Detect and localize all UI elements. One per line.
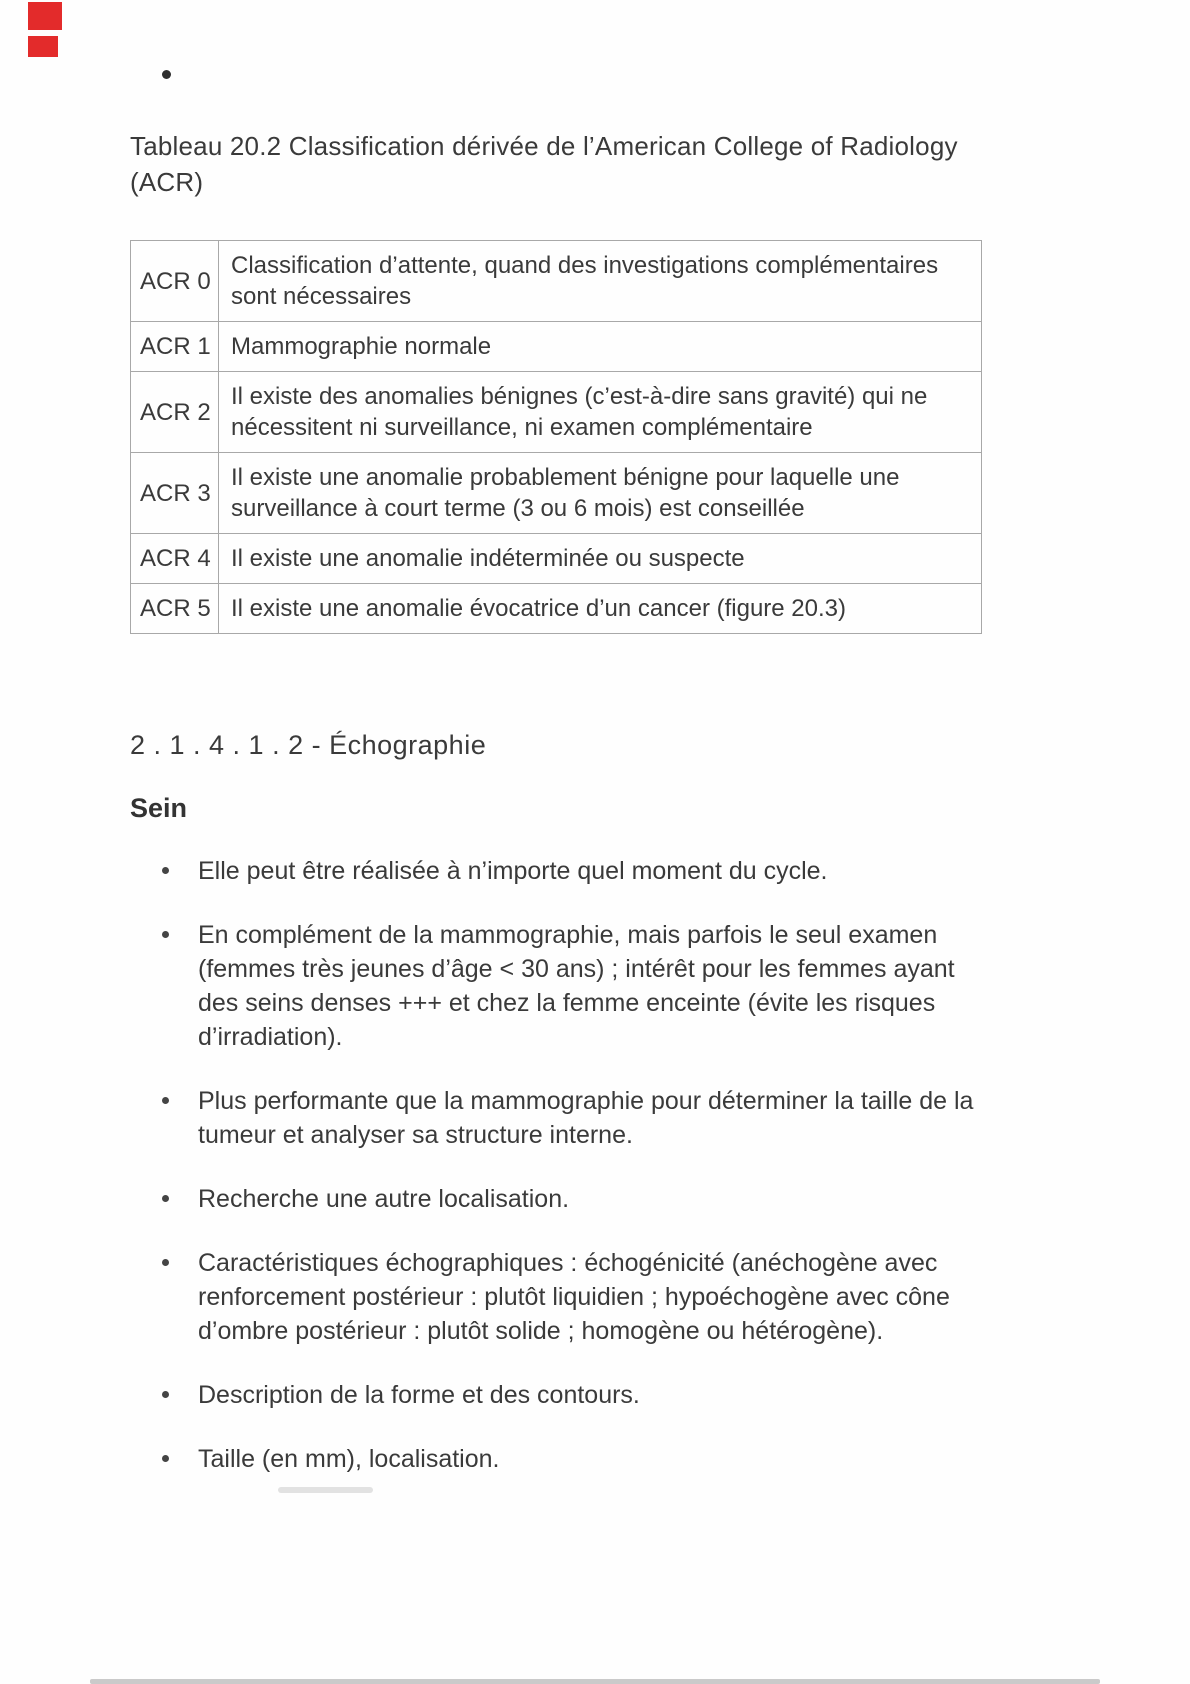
bullet-item — [162, 1442, 982, 1476]
acr-table-row — [131, 372, 982, 453]
scan-red-mark — [28, 2, 62, 30]
acr-description-cell: Il existe une anomalie évocatrice d’un cancer (figure 20.3) — [219, 584, 982, 634]
acr-code-cell: ACR 1 — [131, 322, 219, 372]
bullet-list — [162, 854, 982, 1476]
bullet-text: En complément de la mammographie, mais parfois le seul examen (femmes très jeunes d’âge < 30 ans) ; intérêt pour les femmes ayant des seins denses +++ et chez la femme enceinte (évite les risques d’irradiation). — [198, 921, 955, 1051]
acr-table-row — [131, 534, 982, 584]
bullet-text: Elle peut être réalisée à n’importe quel moment du cycle. — [198, 857, 828, 885]
bullet-item — [162, 1246, 982, 1348]
acr-code-cell: ACR 5 — [131, 584, 219, 634]
subheading-sein: Sein — [130, 793, 188, 823]
table-caption-line2: (ACR) — [130, 167, 204, 197]
acr-table-row — [131, 241, 982, 322]
acr-code-cell: ACR 4 — [131, 534, 219, 584]
bullet-item — [162, 854, 982, 888]
bullet-text: Description de la forme et des contours. — [198, 1381, 640, 1409]
bullet-text: Plus performante que la mammographie pour déterminer la taille de la tumeur et analyser sa structure interne. — [198, 1087, 974, 1149]
bullet-item — [162, 1084, 982, 1152]
stray-bullet-dot — [162, 70, 171, 79]
acr-table-row — [131, 584, 982, 634]
bullet-dot-icon — [162, 1391, 169, 1398]
page-content — [130, 128, 982, 1506]
bullet-dot-icon — [162, 1259, 169, 1266]
acr-code-cell: ACR 3 — [131, 453, 219, 534]
bullet-text: Taille (en mm), localisation. — [198, 1445, 500, 1473]
bullet-text: Recherche une autre localisation. — [198, 1185, 570, 1213]
scan-red-mark — [28, 36, 58, 57]
bullet-dot-icon — [162, 931, 169, 938]
acr-code-cell: ACR 0 — [131, 241, 219, 322]
bullet-item — [162, 1182, 982, 1216]
section-heading-echographie: 2 . 1 . 4 . 1 . 2 - Échographie — [130, 730, 487, 760]
bullet-dot-icon — [162, 1195, 169, 1202]
acr-description-cell: Il existe une anomalie indéterminée ou suspecte — [219, 534, 982, 584]
bullet-dot-icon — [162, 1097, 169, 1104]
acr-table-row — [131, 322, 982, 372]
acr-classification-table — [130, 240, 982, 634]
acr-description-cell: Il existe des anomalies bénignes (c’est-à-dire sans gravité) qui ne nécessitent ni surveillance, ni examen complémentaire — [219, 372, 982, 453]
bullet-item — [162, 918, 982, 1054]
acr-description-cell: Il existe une anomalie probablement bénigne pour laquelle une surveillance à court terme (3 ou 6 mois) est conseillée — [219, 453, 982, 534]
acr-table-row — [131, 453, 982, 534]
bullet-text: Caractéristiques échographiques : échogénicité (anéchogène avec renforcement postérieur : plutôt liquidien ; hypoéchogène avec cône d’ombre postérieur : plutôt solide ; homogène ou hétérogène). — [198, 1249, 950, 1345]
table-caption — [130, 128, 982, 200]
scan-edge-artifact — [90, 1679, 1100, 1684]
bullet-dot-icon — [162, 867, 169, 874]
bullet-dot-icon — [162, 1455, 169, 1462]
acr-description-cell: Mammographie normale — [219, 322, 982, 372]
bullet-item — [162, 1378, 982, 1412]
table-caption-line1: Tableau 20.2 Classification dérivée de l’American College of Radiology — [130, 131, 958, 161]
acr-description-cell: Classification d’attente, quand des investigations complémentaires sont nécessaires — [219, 241, 982, 322]
acr-code-cell: ACR 2 — [131, 372, 219, 453]
